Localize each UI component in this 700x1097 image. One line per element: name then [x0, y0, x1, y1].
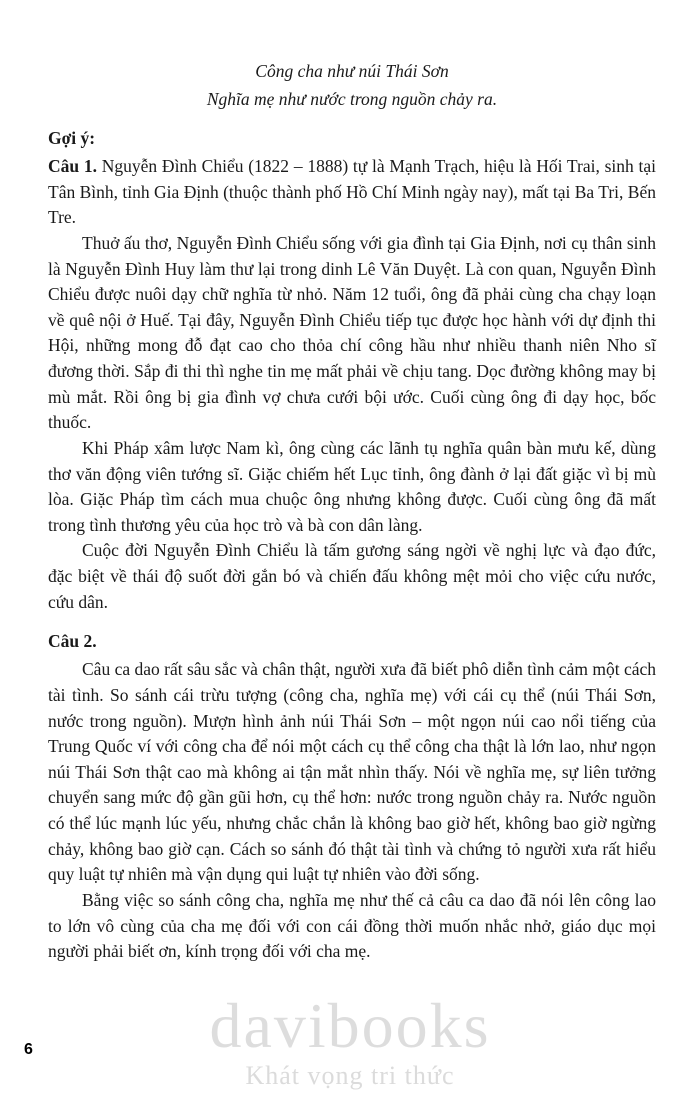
- page-number: 6: [24, 1041, 33, 1058]
- question1-label: Câu 1.: [48, 156, 97, 176]
- question1-paragraph-4: Cuộc đời Nguyễn Đình Chiểu là tấm gương sáng ngời về nghị lực và đạo đức, đặc biệt về thái độ suốt đời gắn bó và chiến đấu không mệt mỏi cho việc cứu nước, cứu dân.: [48, 540, 656, 612]
- watermark: [0, 990, 700, 1091]
- verse-line-2: Nghĩa mẹ như nước trong nguồn chảy ra.: [206, 89, 498, 110]
- question1-paragraph-1: [48, 154, 656, 231]
- watermark-sub-text: Khát vọng tri thức: [245, 1061, 455, 1090]
- page-content: [48, 58, 656, 965]
- verse-line-1: Công cha như núi Thái Sơn: [255, 61, 449, 81]
- watermark-main-text: davibooks: [209, 990, 491, 1062]
- question1-text-1: Nguyễn Đình Chiểu (1822 – 1888) tự là Mạnh Trạch, hiệu là Hối Trai, sinh tại Tân Bình, tỉnh Gia Định (thuộc thành phố Hồ Chí Minh ngày nay), mất tại Ba Tri, Bến Tre.: [48, 156, 656, 228]
- question1-paragraph-2: Thuở ấu thơ, Nguyễn Đình Chiểu sống với gia đình tại Gia Định, nơi cụ thân sinh là Nguyễn Đình Huy làm thư lại trong dinh Lê Văn Duyệt. Là con quan, Nguyễn Đình Chiểu được nuôi dạy chữ nghĩa từ nhỏ. Năm 12 tuổi, ông đã phải cùng cha chạy loạn về quê nội ở Huế. Tại đây, Nguyễn Đình Chiểu tiếp tục được học hành với dự định thi Hội, những mong đỗ đạt cao cho thỏa chí công hầu như nhiều thanh niên Nho sĩ đương thời. Sắp đi thi thì nghe tin mẹ mất phải về chịu tang. Dọc đường không may bị mù mắt. Rồi ông bị gia đình vợ chưa cưới bội ước. Cuối cùng ông đi dạy học, bốc thuốc.: [48, 232, 656, 433]
- verse-block: [48, 58, 656, 113]
- question2-paragraph-1: Câu ca dao rất sâu sắc và chân thật, người xưa đã biết phô diễn tình cảm một cách tài tình. So sánh cái trừu tượng (công cha, nghĩa mẹ) với cái cụ thể (núi Thái Sơn, nước trong nguồn). Mượn hình ảnh núi Thái Sơn – một ngọn núi cao nổi tiếng của Trung Quốc ví với công cha để nói một cách cụ thể công cha thật là lớn lao, như ngọn núi Thái Sơn thật cao mà không ai tận mắt nhìn thấy. Nói về nghĩa mẹ, sự liên tưởng chuyển sang mức độ gần gũi hơn, cụ thể hơn: nước trong nguồn chảy ra. Nước nguồn có thể lúc mạnh lúc yếu, nhưng chắc chắn là không bao giờ hết, không bao giờ ngừng chảy, không bao giờ cạn. Cách so sánh đó thật tài tình và chứng tỏ người xưa rất hiểu quy luật tự nhiên mà vận dụng qui luật tự nhiên vào đời sống.: [48, 659, 656, 885]
- question2-paragraph-2: Bằng việc so sánh công cha, nghĩa mẹ như thế cả câu ca dao đã nói lên công lao to lớn vô cùng của cha mẹ đối với con cái đồng thời muốn nhắc nhở, giáo dục mọi người phải biết ơn, kính trọng đối với cha mẹ.: [48, 889, 656, 962]
- question1-paragraph-3: Khi Pháp xâm lược Nam kì, ông cùng các lãnh tụ nghĩa quân bàn mưu kế, dùng thơ văn động viên tướng sĩ. Giặc chiếm hết Lục tỉnh, ông đành ở lại đất giặc vì bị mù lòa. Giặc Pháp tìm cách mua chuộc ông nhưng không được. Cuối cùng ông đã mất trong tình thương yêu của học trò và bà con dân làng.: [48, 437, 656, 535]
- question2-label: Câu 2.: [48, 631, 97, 652]
- hint-label: Gợi ý:: [48, 128, 96, 149]
